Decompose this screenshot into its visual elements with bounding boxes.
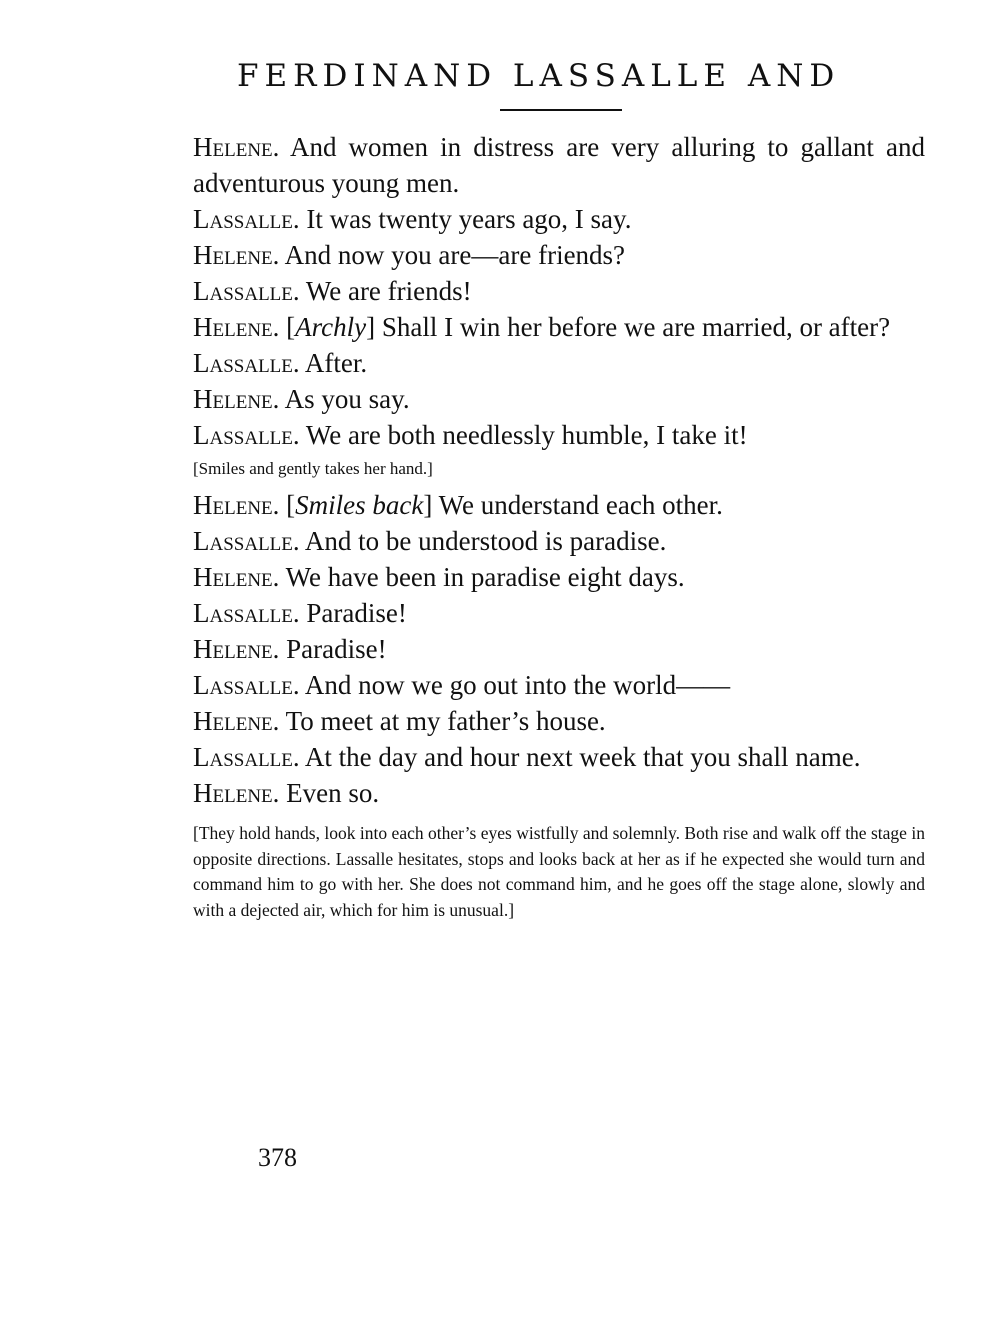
inline-stage-direction: Smiles back xyxy=(295,490,424,520)
speaker-name: Helene. xyxy=(193,312,280,342)
speech-text: And now you are—are friends? xyxy=(279,240,626,270)
header-rule xyxy=(500,109,622,111)
speech-line xyxy=(193,595,925,631)
speech-line xyxy=(193,237,925,273)
speaker-name: Lassalle. xyxy=(193,742,300,772)
speech-text: And women in distress are very alluring to gallant and adventurous young men. xyxy=(193,132,925,198)
speaker-name: Lassalle. xyxy=(193,420,300,450)
speaker-name: Helene. xyxy=(193,634,280,664)
direction-close: ] xyxy=(366,312,376,342)
speech-text: And to be understood is paradise. xyxy=(299,526,667,556)
direction-open: [ xyxy=(279,312,296,342)
speech-text: And now we go out into the world—— xyxy=(299,670,731,700)
speech-line xyxy=(193,201,925,237)
speaker-name: Lassalle. xyxy=(193,670,300,700)
speaker-name: Helene. xyxy=(193,706,280,736)
speaker-name: Helene. xyxy=(193,778,280,808)
speaker-name: Lassalle. xyxy=(193,598,300,628)
speaker-name: Helene. xyxy=(193,132,280,162)
speaker-name: Lassalle. xyxy=(193,348,300,378)
speaker-name: Helene. xyxy=(193,384,280,414)
page-number: 378 xyxy=(258,1143,297,1172)
speech-text: After. xyxy=(299,348,368,378)
speech-line xyxy=(193,631,925,667)
speech-line xyxy=(193,775,925,811)
speech-line xyxy=(193,309,925,345)
speech-text: It was twenty years ago, I say. xyxy=(299,204,632,234)
speech-line xyxy=(193,559,925,595)
speech-text: Shall I win her before we are married, or after? xyxy=(375,312,891,342)
speaker-name: Helene. xyxy=(193,240,280,270)
speech-text: Paradise! xyxy=(279,634,387,664)
speech-line xyxy=(193,129,925,201)
speech-line xyxy=(193,703,925,739)
inline-stage-direction: Archly xyxy=(295,312,367,342)
running-head: FERDINAND LASSALLE AND xyxy=(237,58,841,94)
stage-direction: [Smiles and gently takes her hand.] xyxy=(193,459,433,478)
speech-text: We have been in paradise eight days. xyxy=(279,562,685,592)
speech-text: We are both needlessly humble, I take it! xyxy=(299,420,748,450)
speech-text: As you say. xyxy=(279,384,410,414)
speech-line xyxy=(193,381,925,417)
speech-line xyxy=(193,273,925,309)
speaker-name: Lassalle. xyxy=(193,526,300,556)
speech-line xyxy=(193,417,925,453)
direction-close: ] xyxy=(423,490,433,520)
speech-text: Even so. xyxy=(279,778,380,808)
speech-text: Paradise! xyxy=(299,598,407,628)
speaker-name: Lassalle. xyxy=(193,276,300,306)
speech-text: To meet at my father’s house. xyxy=(279,706,606,736)
speech-line xyxy=(193,345,925,381)
speaker-name: Helene. xyxy=(193,490,280,520)
final-stage-direction: [They hold hands, look into each other’s eyes wistfully and solemnly. Both rise and walk off the stage in opposite directions. Lassalle hesitates, stops and looks back at her as if he expected she would turn and command him to go with her. She does not command him, and he goes off the stage alone, slowly and with a dejected air, which for him is unusual.] xyxy=(193,823,925,920)
direction-open: [ xyxy=(279,490,296,520)
play-text xyxy=(193,129,925,923)
speech-line xyxy=(193,739,925,775)
speech-text: At the day and hour next week that you shall name. xyxy=(299,742,861,772)
speaker-name: Helene. xyxy=(193,562,280,592)
speech-line xyxy=(193,487,925,523)
speech-text: We are friends! xyxy=(299,276,472,306)
speech-text: We understand each other. xyxy=(432,490,723,520)
speech-line xyxy=(193,523,925,559)
speaker-name: Lassalle. xyxy=(193,204,300,234)
speech-line xyxy=(193,667,925,703)
